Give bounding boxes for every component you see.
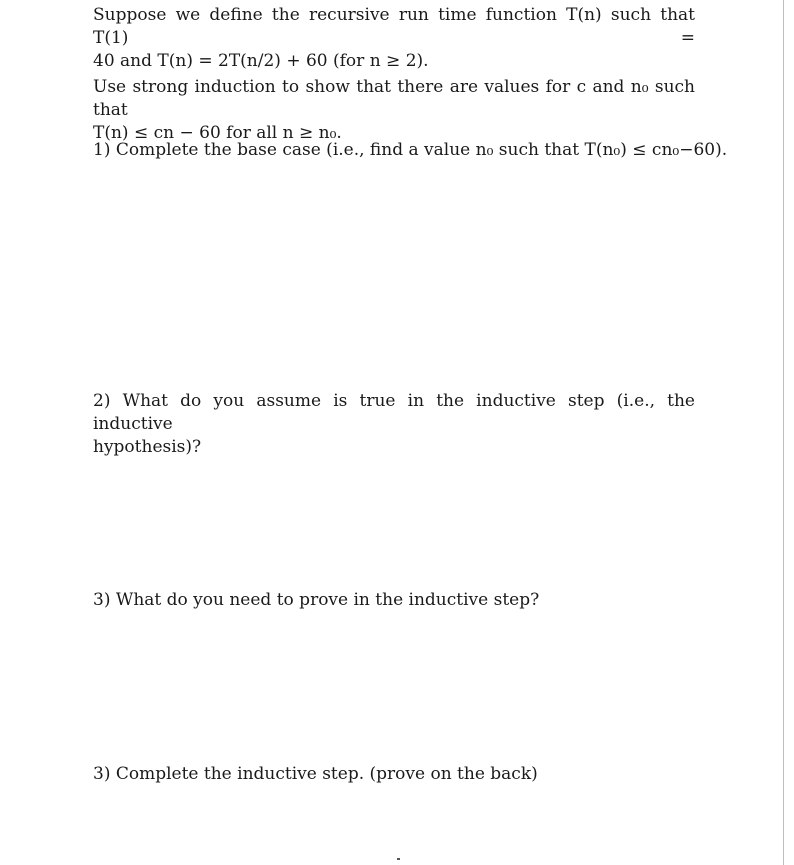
question-prove-goal-text: 3) What do you need to prove in the inductive step?: [93, 590, 540, 610]
page-edge-divider: [783, 0, 784, 865]
page-number-mark: [397, 858, 400, 860]
question-base-case-text: 1) Complete the base case (i.e., find a value n₀ such that T(n₀) ≤ cn₀−60).: [93, 140, 728, 160]
question-base-case: [93, 139, 728, 162]
problem-definition: [93, 4, 695, 73]
question-inductive-step-text: 3) Complete the inductive step. (prove on the back): [93, 764, 538, 784]
induction-task-line-1: Use strong induction to show that there are values for c and n₀ such that: [93, 77, 695, 120]
induction-task-line-2: T(n) ≤ cn − 60 for all n ≥ n₀.: [93, 123, 342, 143]
question-inductive-hypothesis-line-2: hypothesis)?: [93, 437, 202, 457]
question-inductive-step: [93, 763, 695, 786]
question-inductive-hypothesis: [93, 390, 695, 459]
question-prove-goal: [93, 589, 695, 612]
induction-task: [93, 76, 695, 145]
problem-definition-line-1: Suppose we define the recursive run time function T(n) such that T(1) =: [93, 5, 695, 48]
question-inductive-hypothesis-line-1: 2) What do you assume is true in the inductive step (i.e., the inductive: [93, 391, 695, 434]
problem-definition-line-2: 40 and T(n) = 2T(n/2) + 60 (for n ≥ 2).: [93, 51, 429, 71]
